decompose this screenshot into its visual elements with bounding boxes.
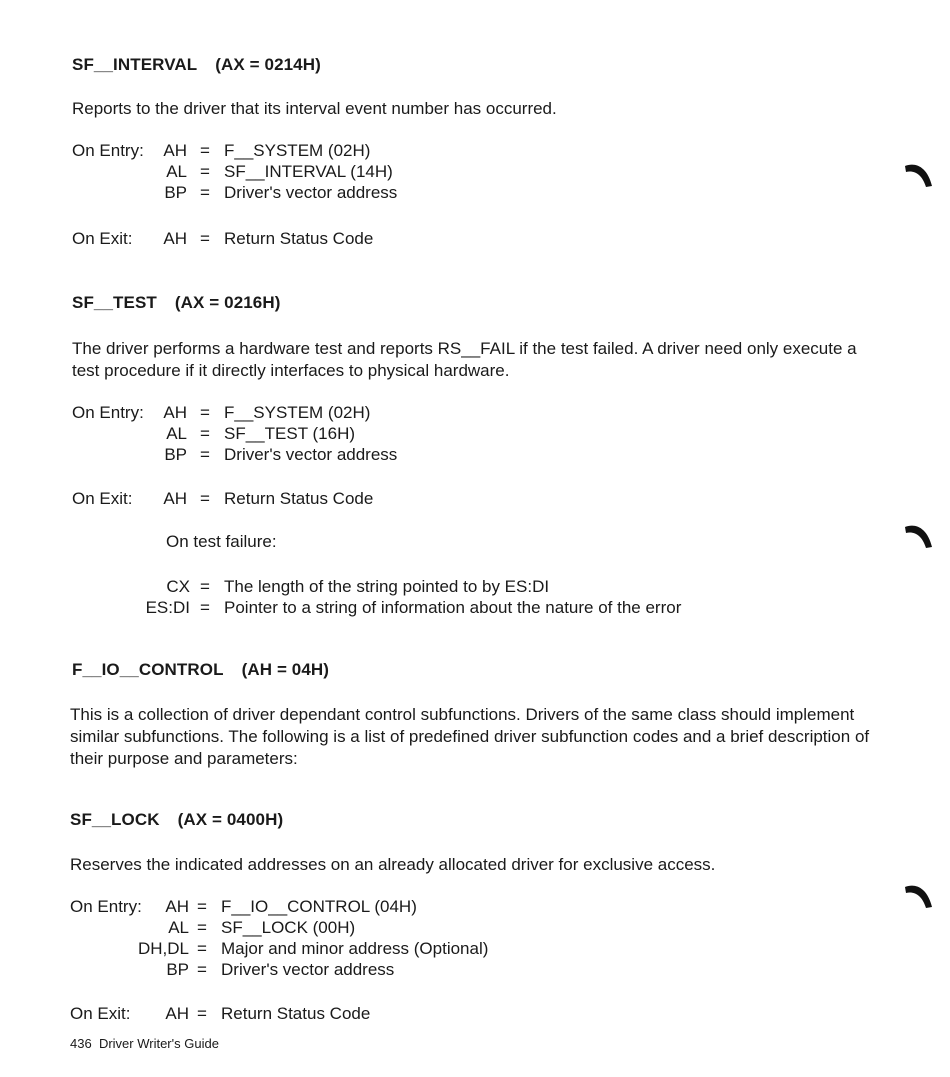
equals-sign: = bbox=[200, 489, 210, 508]
register-row bbox=[0, 1003, 700, 1024]
on-exit-register-list bbox=[0, 488, 700, 509]
section-heading-f-io-control bbox=[72, 660, 329, 680]
register-row bbox=[0, 423, 700, 444]
section-title: SF__TEST bbox=[72, 293, 157, 312]
register-row bbox=[0, 917, 700, 938]
equals-sign: = bbox=[197, 939, 207, 958]
register-row bbox=[0, 228, 700, 249]
equals-sign: = bbox=[200, 183, 210, 202]
register-description: Return Status Code bbox=[224, 489, 374, 508]
book-title: Driver Writer's Guide bbox=[98, 1036, 219, 1051]
register-description: F__SYSTEM (02H) bbox=[224, 403, 371, 422]
equals-sign: = bbox=[197, 960, 207, 979]
register-row bbox=[0, 488, 700, 509]
register-description: Driver's vector address bbox=[221, 960, 395, 979]
register-name: AH bbox=[163, 403, 187, 422]
on-exit-register-list bbox=[0, 228, 700, 249]
equals-sign: = bbox=[200, 577, 210, 596]
register-description: F__SYSTEM (02H) bbox=[224, 141, 371, 160]
failure-note: On test failure: bbox=[166, 532, 277, 551]
section-title: SF__LOCK bbox=[70, 810, 160, 829]
equals-sign: = bbox=[197, 1004, 207, 1023]
section-heading-sf-test bbox=[72, 293, 281, 313]
equals-sign: = bbox=[197, 897, 207, 916]
section-signature: (AX = 0400H) bbox=[177, 810, 284, 829]
register-row bbox=[0, 161, 700, 182]
register-name: AH bbox=[163, 229, 187, 248]
on-exit-register-list bbox=[0, 1003, 700, 1024]
register-name: BP bbox=[166, 960, 189, 979]
register-description: Driver's vector address bbox=[224, 183, 398, 202]
register-description: Driver's vector address bbox=[224, 445, 398, 464]
register-name: AL bbox=[166, 162, 187, 181]
section-description: This is a collection of driver dependant control subfunctions. Drivers of the same class should implement similar subfunctions. The following is a list of predefined driver subfunction codes and a brief description of their purpose and parameters: bbox=[70, 705, 870, 768]
register-row bbox=[0, 597, 900, 618]
register-description: F__IO__CONTROL (04H) bbox=[221, 897, 417, 916]
binder-hole-mark-icon bbox=[903, 881, 933, 909]
register-name: DH,DL bbox=[137, 939, 189, 958]
section-signature: (AH = 04H) bbox=[241, 660, 330, 679]
register-name: AH bbox=[165, 897, 189, 916]
section-signature: (AX = 0214H) bbox=[215, 55, 321, 74]
register-name: BP bbox=[164, 183, 187, 202]
equals-sign: = bbox=[200, 141, 210, 160]
on-exit-label: On Exit: bbox=[72, 489, 133, 508]
section-title: F__IO__CONTROL bbox=[72, 660, 224, 679]
register-row bbox=[0, 444, 700, 465]
section-heading-sf-lock bbox=[70, 810, 283, 830]
register-name: AL bbox=[166, 424, 187, 443]
register-name: AH bbox=[165, 1004, 189, 1023]
equals-sign: = bbox=[200, 424, 210, 443]
register-row bbox=[0, 959, 700, 980]
register-description: SF__INTERVAL (14H) bbox=[224, 162, 393, 181]
page-number: 436 bbox=[70, 1036, 92, 1051]
register-row bbox=[0, 402, 700, 423]
section-heading-sf-interval bbox=[72, 55, 321, 75]
section-description: Reports to the driver that its interval event number has occurred. bbox=[72, 99, 557, 118]
register-row bbox=[0, 938, 700, 959]
register-description: Pointer to a string of information about the nature of the error bbox=[224, 598, 682, 617]
register-description: Return Status Code bbox=[221, 1004, 371, 1023]
section-description: The driver performs a hardware test and reports RS__FAIL if the test failed. A driver need only execute a test procedure if it directly interfaces to physical hardware. bbox=[72, 339, 857, 380]
on-entry-register-list bbox=[0, 402, 700, 465]
page-footer bbox=[70, 1036, 219, 1051]
register-name: BP bbox=[164, 445, 187, 464]
register-description: The length of the string pointed to by ES:DI bbox=[224, 577, 550, 596]
binder-hole-mark-icon bbox=[903, 160, 933, 188]
on-entry-register-list bbox=[0, 140, 700, 203]
section-title: SF__INTERVAL bbox=[72, 55, 198, 74]
equals-sign: = bbox=[200, 162, 210, 181]
equals-sign: = bbox=[197, 918, 207, 937]
on-entry-register-list bbox=[0, 896, 700, 980]
register-name: ES:DI bbox=[145, 598, 190, 617]
register-name: AH bbox=[163, 141, 187, 160]
on-exit-label: On Exit: bbox=[72, 229, 133, 248]
equals-sign: = bbox=[200, 403, 210, 422]
equals-sign: = bbox=[200, 598, 210, 617]
register-row bbox=[0, 576, 900, 597]
section-description: Reserves the indicated addresses on an already allocated driver for exclusive access. bbox=[70, 855, 716, 874]
register-row bbox=[0, 182, 700, 203]
register-description: Major and minor address (Optional) bbox=[221, 939, 489, 958]
on-entry-label: On Entry: bbox=[72, 403, 144, 422]
on-entry-label: On Entry: bbox=[70, 897, 142, 916]
binder-hole-mark-icon bbox=[903, 521, 933, 549]
register-name: AH bbox=[163, 489, 187, 508]
equals-sign: = bbox=[200, 445, 210, 464]
register-description: SF__TEST (16H) bbox=[224, 424, 356, 443]
register-description: Return Status Code bbox=[224, 229, 374, 248]
register-name: AL bbox=[168, 918, 189, 937]
failure-register-list bbox=[0, 576, 900, 618]
register-row bbox=[0, 896, 700, 917]
section-signature: (AX = 0216H) bbox=[174, 293, 281, 312]
equals-sign: = bbox=[200, 229, 210, 248]
on-entry-label: On Entry: bbox=[72, 141, 144, 160]
on-exit-label: On Exit: bbox=[70, 1004, 131, 1023]
register-description: SF__LOCK (00H) bbox=[221, 918, 356, 937]
register-name: CX bbox=[166, 577, 190, 596]
register-row bbox=[0, 140, 700, 161]
